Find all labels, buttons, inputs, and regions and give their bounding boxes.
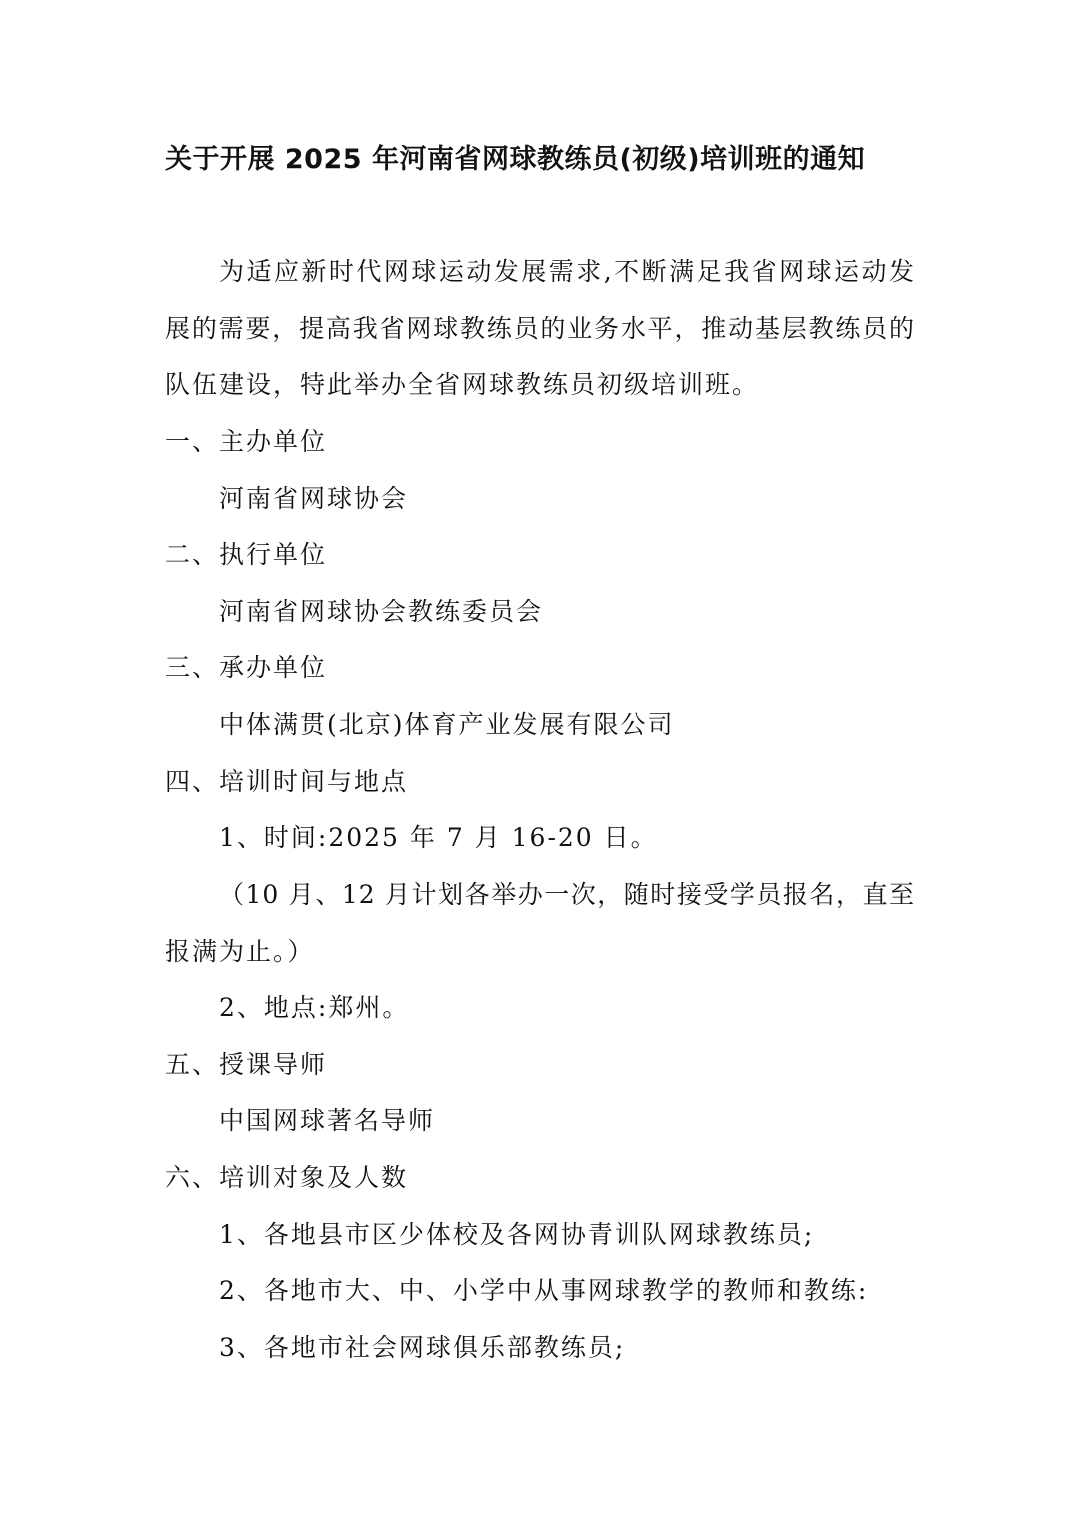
- section-heading-organizer: 一、主办单位: [165, 427, 328, 456]
- trainee-item-1: 1、各地县市区少体校及各网协青训队网球教练员;: [219, 1220, 815, 1249]
- section-content-instructors: 中国网球著名导师: [219, 1106, 436, 1135]
- intro-paragraph-line-1: 为适应新时代网球运动发展需求,不断满足我省网球运动发: [219, 257, 915, 286]
- trainee-item-3: 3、各地市社会网球俱乐部教练员;: [219, 1333, 626, 1362]
- training-place: 2、地点:郑州。: [219, 993, 410, 1022]
- training-note-line-1: （10 月、12 月计划各举办一次，随时接受学员报名，直至: [219, 880, 915, 909]
- section-content-organizer: 河南省网球协会: [219, 484, 409, 513]
- section-heading-trainees: 六、培训对象及人数: [165, 1163, 409, 1192]
- training-note-line-2: 报满为止。）: [165, 937, 315, 966]
- section-heading-executor: 二、执行单位: [165, 540, 328, 569]
- section-content-executor: 河南省网球协会教练委员会: [219, 597, 544, 626]
- training-time: 1、时间:2025 年 7 月 16-20 日。: [219, 823, 658, 852]
- section-heading-instructors: 五、授课导师: [165, 1050, 328, 1079]
- trainee-item-2: 2、各地市大、中、小学中从事网球教学的教师和教练:: [219, 1276, 869, 1305]
- section-heading-host: 三、承办单位: [165, 653, 328, 682]
- section-content-host: 中体满贯(北京)体育产业发展有限公司: [219, 710, 675, 739]
- intro-paragraph-line-2: 展的需要，提高我省网球教练员的业务水平，推动基层教练员的: [165, 314, 915, 343]
- section-heading-time-place: 四、培训时间与地点: [165, 767, 409, 796]
- intro-paragraph-line-3: 队伍建设，特此举办全省网球教练员初级培训班。: [165, 370, 760, 399]
- document-title: 关于开展 2025 年河南省网球教练员(初级)培训班的通知: [165, 144, 866, 175]
